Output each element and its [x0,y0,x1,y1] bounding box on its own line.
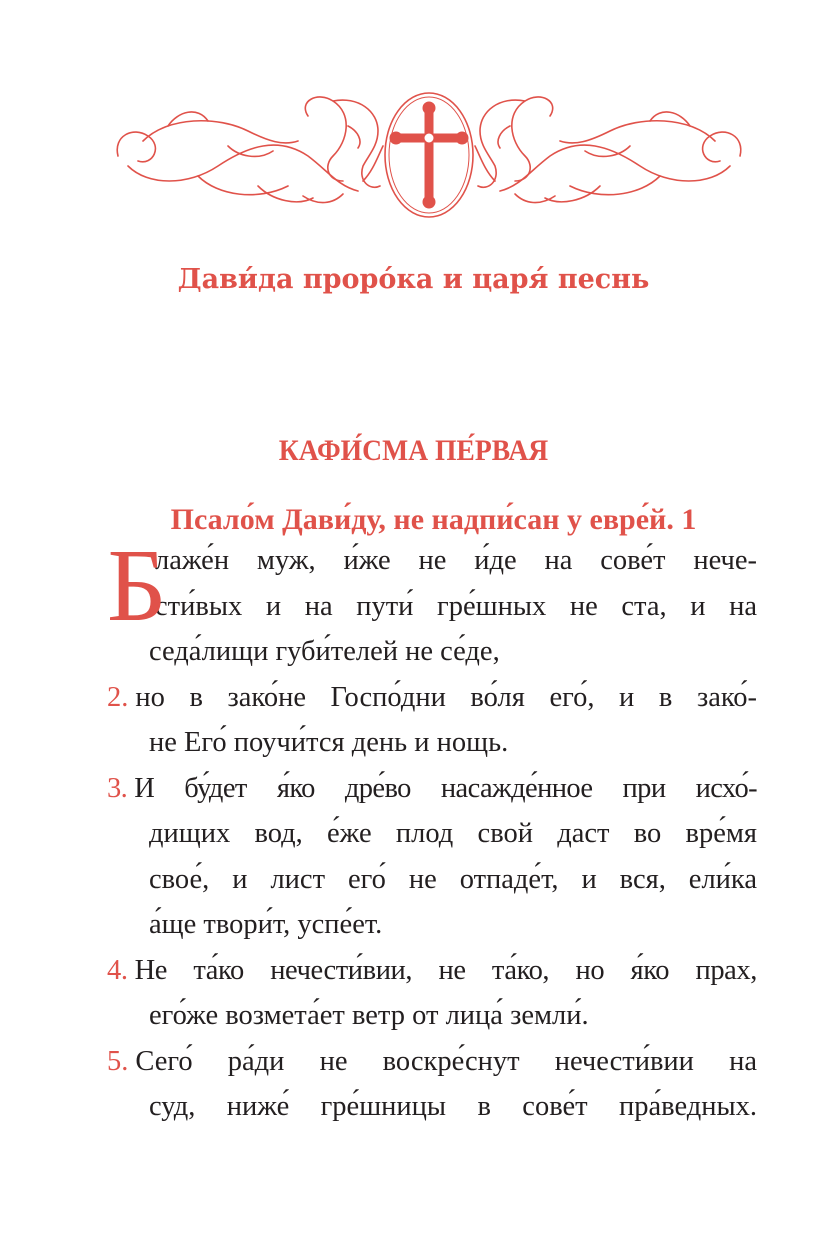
verse-line: суд, ниже́ гре́шницы в сове́т пра́ведных. [149,1091,757,1122]
verse-1 [107,528,757,675]
verse-2 [107,675,757,766]
verse-line: свое́, и лист его́ не отпаде́т, и вся, ели́ка [149,863,757,895]
cross-ornament-icon [108,86,750,224]
kathisma-heading: КАФИ́СМА ПЕ́РВАЯ [278,434,549,467]
verse-line: 4. Не та́ко нечести́вии, не та́ко, но я́ко прах, [107,954,757,986]
drop-cap: Б [107,528,167,643]
verse-number: 5. [107,1045,129,1077]
verse-line: не Его́ поучи́тся день и нощь. [149,727,509,758]
verse-line: лаже́н муж, и́же не и́де на сове́т нече- [155,545,757,576]
verse-line: сти́вых и на пути́ гре́шных не ста, и на [155,590,757,622]
verse-line: 3. И бу́дет я́ко дре́во насажде́нное при исхо́- [107,772,757,804]
verse-3 [107,766,757,948]
verse-number: 3. [107,772,128,804]
verse-number: 4. [107,954,128,986]
section-subtitle: Дави́да проро́ка и царя́ песнь [177,264,650,295]
verse-line: а́ще твори́т, успе́ет. [149,909,383,940]
psalm-text [107,528,757,1130]
verse-5 [107,1039,757,1130]
verse-line: его́же возмета́ет ветр от лица́ земли́. [149,1000,589,1031]
verse-line: седа́лищи губи́телей не се́де, [149,636,500,667]
verse-line: 2. но в зако́не Госпо́дни во́ля его́, и в зако́- [107,681,757,713]
psalm-heading: Псало́м Дави́ду, не надпи́сан у евре́й. 1 [170,503,697,536]
ornament-header [108,86,750,224]
verse-line: 5. Сего́ ра́ди не воскре́снут нечести́вии на [107,1045,757,1077]
verse-line: дищих вод, е́же плод свой даст во вре́мя [149,818,757,849]
verse-4 [107,948,757,1039]
verse-number: 2. [107,681,129,713]
